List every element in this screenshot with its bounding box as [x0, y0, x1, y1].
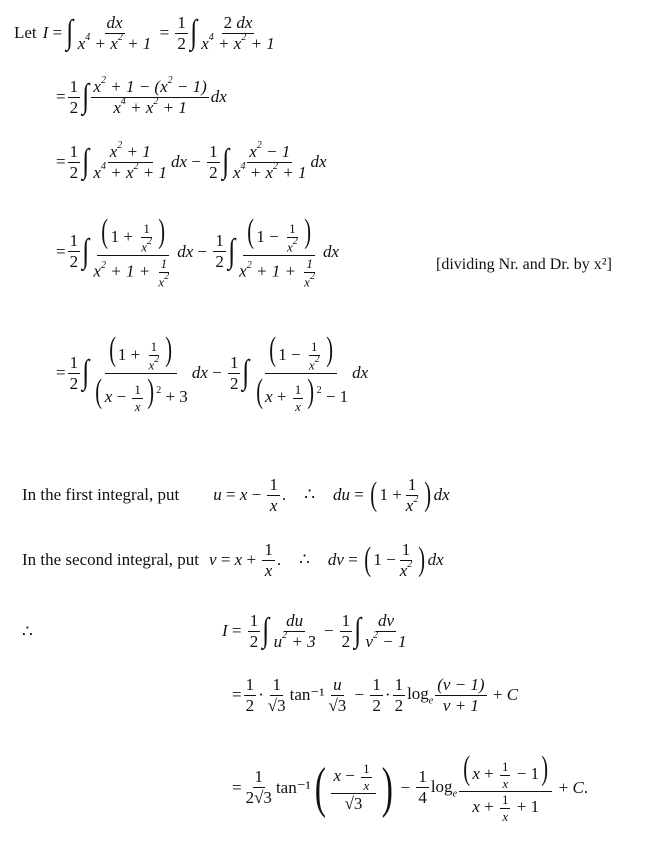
- I-symbol: I: [42, 23, 49, 43]
- equation-line-4: = $\frac{1}{2}$ ∫ ( 1 + $\frac{1}{x^2}$ ) $x^2 + 1$ + $\frac{1}{x^2}$ dx − $\frac{1}{2}$ ∫ ( 1 − $\frac{1}{x^2}$ ) $x^2 + 1$ + $\frac{1}{x^2}$ dx: [56, 213, 339, 289]
- therefore-line: [22, 622, 33, 642]
- substitution-v-line: In the second integral, put v = x + $\frac{1}{x}$ . ∴ dv = ( 1 − $\frac{1}{x^2}$ ) dx: [22, 540, 444, 580]
- substitution-u-line: In the first integral, put u = x − $\frac{1}{x}$ . ∴ du = ( 1 + $\frac{1}{x^2}$ ) dx: [22, 475, 450, 515]
- second-integral-label: In the second integral, put: [22, 550, 200, 570]
- equation-line-2: = $\frac{1}{2}$ ∫ $\frac{x^2 + 1 - (x^2 - 1)}{x^4 + x^2 + 1}$ dx: [56, 75, 227, 117]
- therefore-symbol: ∴: [22, 622, 33, 641]
- result-line-3: = $\frac{1}{2√3}$ tan⁻¹ ( x − $\frac{1}{x}$ √3 ) − $\frac{1}{4}$ $\log_e$ ( x + $\frac{1}{x}$ − 1) x + $\frac{1}{x}$ + 1 + C .: [232, 750, 589, 824]
- first-integral-label: In the first integral, put: [22, 485, 180, 505]
- integral-sign: ∫: [66, 14, 74, 52]
- equation-line-1: Let I = ∫ $\frac{dx}{x^4 + x^2 + 1}$ = $\frac{1}{2}$ ∫ $\frac{2 dx}{x^4 + x^2 + 1}$: [14, 13, 275, 53]
- result-line-1: I = $\frac{1}{2}$ ∫ $\frac{du}{u^2 + 3}$ − $\frac{1}{2}$ ∫ $\frac{dv}{v^2 - 1}$: [222, 611, 407, 651]
- fraction: $\frac{dx}{x^4 + x^2 + 1}$: [77, 13, 152, 53]
- equation-line-3: = $\frac{1}{2}$ ∫ $\frac{x^2 + 1}{x^4 + x^2 + 1}$ dx − $\frac{1}{2}$ ∫ $\frac{x^2 - 1}{x^4 + x^2 + 1}$ dx: [56, 140, 327, 182]
- result-line-2: = $\frac{1}{2}$ · $\frac{1}{√3}$ tan⁻¹ $\frac{u}{√3}$ − $\frac{1}{2}$ · $\frac{1}{2}$ $\log_e$ $\frac{(v - 1)}{v + 1}$ + C: [232, 675, 519, 715]
- let-text: Let: [14, 23, 37, 43]
- dividing-note: [dividing Nr. and Dr. by x²]: [436, 256, 612, 273]
- equation-line-5: = $\frac{1}{2}$ ∫ ( 1 + $\frac{1}{x^2}$ ) ( x − $\frac{1}{x}$ ) $^2$ + 3 dx − $\frac{1}{2}$ ∫ ( 1 − $\frac{1}{x^2}$ ) ( x + $\frac{1}{x}$ ) $^2$ − 1 dx: [56, 331, 369, 414]
